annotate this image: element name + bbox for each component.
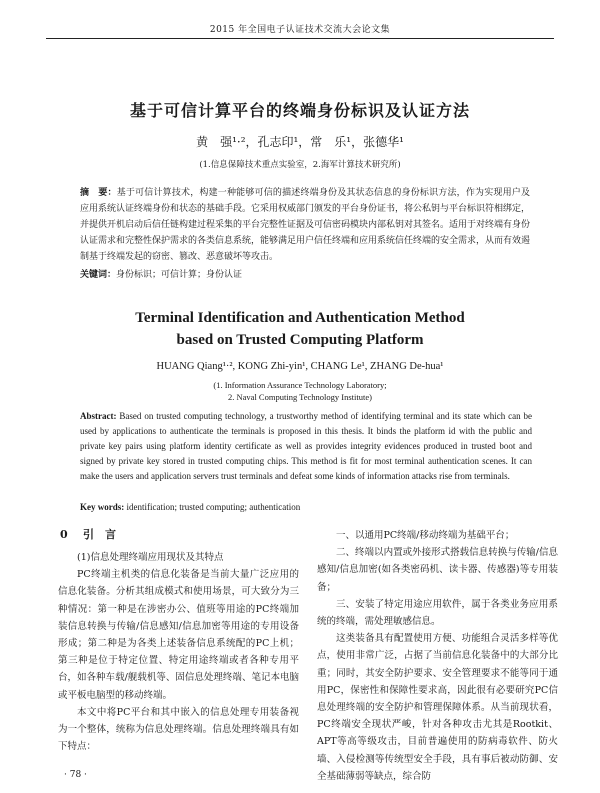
english-affiliation: [0, 379, 600, 403]
body-paragraph: 本文中将PC平台和其中嵌入的信息处理专用装备视为一个整体，统称为信息处理终端。信息处理终端具有如下特点：: [58, 706, 299, 753]
chinese-authors: 黄 强¹·²，孔志印¹，常 乐¹，张德华¹: [196, 135, 404, 149]
body-column-right: [317, 527, 558, 785]
chinese-keywords: [80, 268, 530, 282]
body-column-left: [58, 549, 299, 755]
chinese-abstract: [80, 185, 530, 265]
section-number: 0: [60, 528, 68, 541]
body-paragraph: 这类装备具有配置使用方便、功能组合灵活多样等优点，使用非常广泛，占据了当前信息化装备中的大部分比重；同时，其安全防护要求、安全管理要求不能等同于通用PC，保密性和保障性要求高，因此很有必要研究PC信息处理终端的安全防护和管理保障体系。从当前现状看，PC终端安全现状严峻，针对各种攻击尤其是Rootkit、APT等高等级攻击，目前普遍使用的防病毒软件、防火墙、入侵检测等传统型安全手段，具有事后被动防御、安全基础薄弱等缺点，综合防: [317, 633, 558, 782]
header-rule: [46, 38, 554, 39]
body-paragraph: 三、安装了特定用途应用软件，属于各类业务应用系统的终端，需处理敏感信息。: [317, 598, 558, 628]
english-title-line-1: Terminal Identification and Authentication Method: [135, 310, 465, 326]
english-affiliation-line-2: 2. Naval Computing Technology Institute): [228, 392, 372, 402]
english-abstract: [80, 409, 532, 484]
running-head: 2015 年全国电子认证技术交流大会论文集: [209, 25, 391, 35]
body-paragraph: 二、终端以内置或外接形式搭载信息转换与传输/信息感知/信息加密(如各类密码机、读卡器、传感器)等专用装备；: [317, 547, 558, 593]
chinese-keywords-label: 关键词：: [80, 270, 117, 280]
english-keywords-label: Key words:: [80, 502, 125, 512]
body-paragraph: 一、以通用PC终端/移动终端为基础平台；: [336, 530, 515, 541]
page-number: · 78 ·: [64, 770, 87, 780]
chinese-affiliation: (1.信息保障技术重点实验室，2.海军计算技术研究所): [199, 160, 401, 170]
chinese-keywords-text: 身份标识；可信计算；身份认证: [116, 270, 243, 280]
body-paragraph: PC终端主机类的信息化装备是当前大量广泛应用的信息化装备。分析其组成模式和使用场景，可大致分为三种情况：第一种是在涉密办公、值班等用途的PC终端加装信息转换与传输/信息感知/信息加密等用途的专用设备形成；第二种是为各类上述装备信息系统配的PC上机；第三种是位于特定位置、特定用途终端或者各种专用平台，如各种车载/舰载机等、固信息处理终端、笔记本电脑或平板电脑型的移动终端。: [58, 569, 299, 701]
english-title-line-2: based on Trusted Computing Platform: [176, 332, 424, 348]
english-abstract-label: Abstract:: [80, 411, 117, 421]
english-keywords-text: identification; trusted computing; authentication: [126, 502, 301, 512]
body-paragraph: (1)信息处理终端应用现状及其特点: [77, 552, 224, 563]
english-keywords: [80, 500, 532, 514]
english-affiliation-line-1: (1. Information Assurance Technology Laboratory;: [213, 380, 387, 390]
section-heading: [60, 526, 116, 542]
chinese-abstract-text: 基于可信计算技术，构建一种能够可信的描述终端身份及其状态信息的身份标识方法，作为实现用户及应用系统认证终端身份和状态的基础手段。它采用权威部门颁发的平台身份证书，将公私钥与平台标识符相绑定，并提供开机启动后信任链构建过程采集的平台完整性证据及可信密码模块内部私钥对其签名。适用于对终端有身份认证需求和完整性保护需求的各类信息系统，能够满足用户信任终端和应用系统信任终端的安全需求，从而有效遏制基于终端发起的窃密、篡改、恶意破坏等攻击。: [80, 188, 531, 262]
english-title: [0, 307, 600, 351]
english-abstract-text: Based on trusted computing technology, a trustworthy method of identifying terminal and its state which can be used by applications to authenticate the terminals is proposed in this thesis. It binds the platform id with the public and private key pairs using platform identity certificate as well as provides integrity evidences produced in trusted boot and signed by private key stored in trusted computing chips. This method is fit for most terminal authentication scenes. It can make the users and application servers trust terminals and defeat some kinds of information attacks rise from terminals.: [80, 411, 533, 481]
english-authors: HUANG Qiang¹·², KONG Zhi-yin¹, CHANG Le¹, ZHANG De-hua¹: [156, 361, 444, 372]
chinese-abstract-label: 摘 要：: [80, 188, 117, 198]
section-title: 引 言: [82, 528, 116, 541]
chinese-title: 基于可信计算平台的终端身份标识及认证方法: [129, 101, 470, 120]
